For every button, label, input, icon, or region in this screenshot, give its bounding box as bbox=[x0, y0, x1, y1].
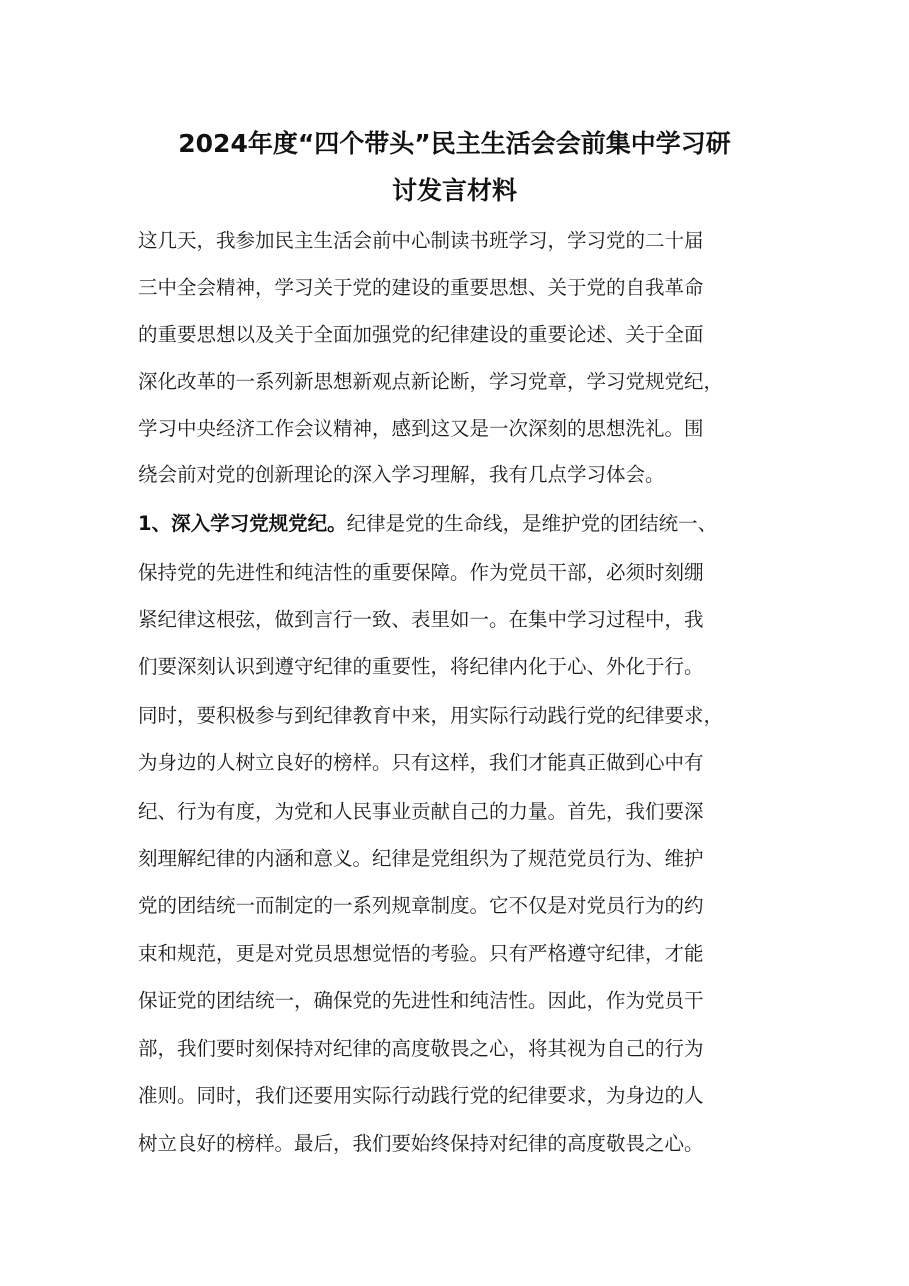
body-line: 党的团结统一而制定的一系列规章制度。它不仅是对党员行为的约 bbox=[138, 894, 704, 917]
section-heading-text: 纪律是党的生命线，是维护党的团结统一、 bbox=[346, 512, 718, 535]
body-line: 束和规范，更是对党员思想觉悟的考验。只有严格遵守纪律，才能 bbox=[138, 942, 704, 965]
body-line: 保持党的先进性和纯洁性的重要保障。作为党员干部，必须时刻绷 bbox=[138, 561, 704, 584]
body-line: 这几天，我参加民主生活会前中心制读书班学习，学习党的二十届 bbox=[138, 229, 704, 252]
body-line: 为身边的人树立良好的榜样。只有这样，我们才能真正做到心中有 bbox=[138, 751, 704, 774]
body-line: 绕会前对党的创新理论的深入学习理解，我有几点学习体会。 bbox=[138, 463, 665, 486]
body-line: 同时，要积极参与到纪律教育中来，用实际行动践行党的纪律要求， bbox=[138, 704, 724, 727]
body-line: 三中全会精神，学习关于党的建设的重要思想、关于党的自我革命 bbox=[138, 276, 704, 299]
section-heading-line bbox=[138, 512, 717, 536]
document-title-line-1: 2024年度“四个带头”民主生活会会前集中学习研 bbox=[178, 129, 731, 158]
body-line: 部，我们要时刻保持对纪律的高度敬畏之心，将其视为自己的行为 bbox=[138, 1037, 704, 1060]
body-line: 们要深刻认识到遵守纪律的重要性，将纪律内化于心、外化于行。 bbox=[138, 655, 704, 678]
document-title-line-2: 讨发言材料 bbox=[391, 176, 517, 205]
body-line: 学习中央经济工作会议精神，感到这又是一次深刻的思想洗礼。围 bbox=[138, 417, 704, 440]
body-line: 紧纪律这根弦，做到言行一致、表里如一。在集中学习过程中，我 bbox=[138, 608, 704, 631]
body-line: 纪、行为有度，为党和人民事业贡献自己的力量。首先，我们要深 bbox=[138, 800, 704, 823]
body-line: 刻理解纪律的内涵和意义。纪律是党组织为了规范党员行为、维护 bbox=[138, 847, 704, 870]
body-line: 保证党的团结统一，确保党的先进性和纯洁性。因此，作为党员干 bbox=[138, 989, 704, 1012]
section-heading: 1、深入学习党规党纪。 bbox=[138, 512, 347, 535]
body-line: 深化改革的一系列新思想新观点新论断，学习党章，学习党规党纪， bbox=[138, 370, 724, 393]
body-line: 准则。同时，我们还要用实际行动践行党的纪律要求，为身边的人 bbox=[138, 1084, 704, 1107]
body-line: 的重要思想以及关于全面加强党的纪律建设的重要论述、关于全面 bbox=[138, 323, 704, 346]
body-line: 树立良好的榜样。最后，我们要始终保持对纪律的高度敬畏之心。 bbox=[138, 1132, 704, 1155]
